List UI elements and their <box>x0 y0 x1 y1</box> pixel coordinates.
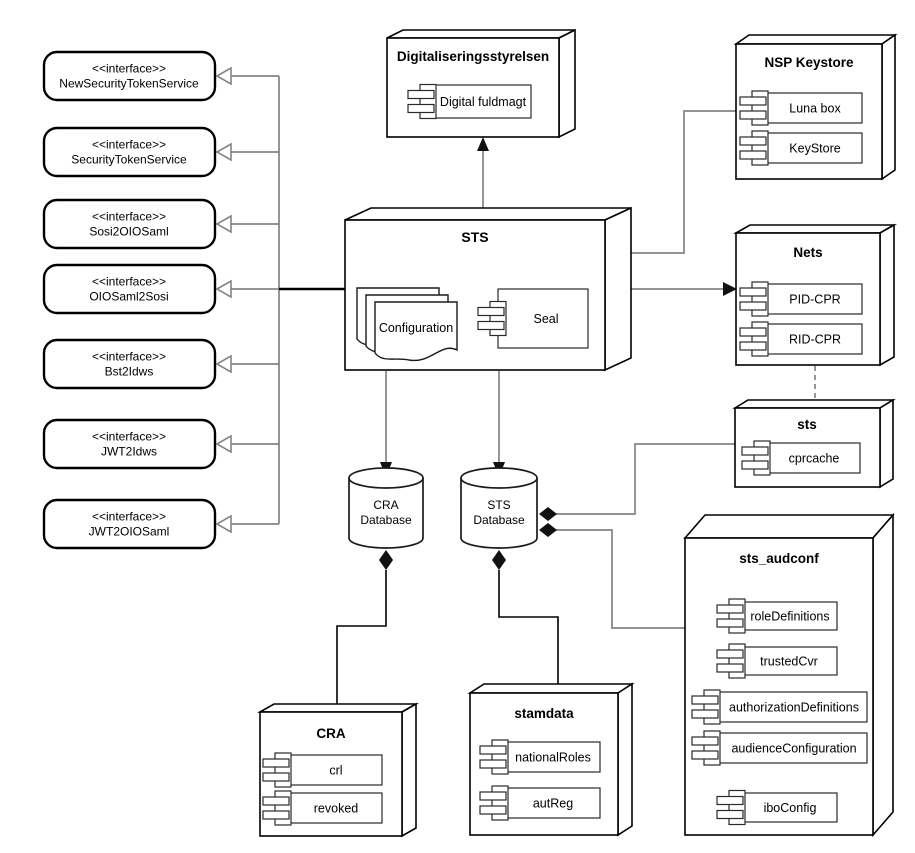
component-label: Luna box <box>789 101 841 116</box>
component-nationalroles <box>480 740 600 774</box>
component-audienceconfiguration <box>692 731 867 765</box>
interface-box-oiosaml2sosi <box>44 265 215 313</box>
component-label: RID-CPR <box>788 332 842 347</box>
component-pid-cpr <box>740 282 862 316</box>
interface-box-securitytokenservice <box>44 128 215 176</box>
database-label: Database <box>360 513 412 527</box>
component-luna-box <box>740 91 862 125</box>
cylinder-top <box>461 468 537 488</box>
realization-arrow-icon <box>217 68 231 84</box>
composition-diamond-icon <box>379 550 393 570</box>
composition-diamond-icon <box>539 523 557 537</box>
component-digital-fuldmagt <box>408 85 531 119</box>
realization-arrow-icon <box>217 356 231 372</box>
component-trustedcvr <box>717 644 837 678</box>
interface-stereotype: <<interface>> <box>91 274 167 289</box>
component-label: KeyStore <box>789 141 841 156</box>
component-label: iboConfig <box>763 801 817 815</box>
interface-stereotype: <<interface>> <box>91 209 167 224</box>
sts-to-nsp-keystore-line <box>631 111 736 253</box>
realization-arrow-icon <box>217 436 231 452</box>
interface-box-sosi2oiosaml <box>44 200 215 248</box>
interface-stereotype: <<interface>> <box>91 349 167 364</box>
node-sts-audconf <box>685 515 893 835</box>
component-authorizationdefinitions <box>692 690 867 724</box>
component-label: Seal <box>533 312 559 326</box>
component-label: authorizationDefinitions <box>729 700 859 715</box>
interface-name: JWT2OIOSaml <box>88 524 170 539</box>
component-label: nationalRoles <box>515 750 591 765</box>
interface-boxes <box>44 52 215 548</box>
realization-arrow-icon <box>217 281 231 297</box>
database-cra <box>349 468 423 548</box>
node-cra <box>260 704 416 836</box>
node-title: stamdata <box>514 706 574 721</box>
component-crl <box>263 753 382 787</box>
node-title: sts_audconf <box>739 551 819 566</box>
node-title: NSP Keystore <box>764 55 854 70</box>
composition-diamond-icon <box>539 507 557 521</box>
node-title: Digitaliseringsstyrelsen <box>396 49 550 64</box>
node-stamdata <box>470 684 632 835</box>
component-label: autReg <box>532 796 574 811</box>
sts-database-to-sts-audconf-line <box>556 530 685 628</box>
realization-arrow-icon <box>217 144 231 160</box>
realization-arrow-icon <box>217 516 231 532</box>
database-sts <box>461 468 537 548</box>
artifact-label: Configuration <box>378 321 454 335</box>
right-arrow-icon <box>723 282 737 296</box>
component-rid-cpr <box>740 322 862 356</box>
component-label: crl <box>329 763 343 778</box>
component-revoked <box>263 791 382 825</box>
component-label: roleDefinitions <box>750 609 830 624</box>
cra-database-to-cra-line <box>337 570 386 704</box>
cylinder-top <box>349 468 423 488</box>
interface-name: Bst2Idws <box>104 364 154 379</box>
artifact-configuration <box>357 288 457 360</box>
node-title: Nets <box>793 245 823 260</box>
interface-name: Sosi2OIOSaml <box>89 224 169 239</box>
component-cprcache <box>742 441 860 475</box>
component-label: trustedCvr <box>760 654 818 669</box>
database-label: STS <box>487 498 511 512</box>
component-iboconfig <box>717 791 837 825</box>
component-label: Digital fuldmagt <box>439 95 527 109</box>
composition-diamond-icon <box>492 550 506 570</box>
node-title: CRA <box>316 726 346 741</box>
node-digitaliseringsstyrelsen <box>387 30 575 137</box>
component-autreg <box>480 786 600 820</box>
node-title: STS <box>461 229 489 245</box>
interface-name: NewSecurityTokenService <box>59 76 199 91</box>
interface-box-bst2idws <box>44 340 215 388</box>
component-label: cprcache <box>788 451 840 466</box>
database-label: Database <box>473 513 525 527</box>
interface-box-jwt2oiosaml <box>44 500 215 548</box>
realization-arrow-icon <box>217 216 231 232</box>
component-roledefinitions <box>717 599 837 633</box>
sts-database-to-stamdata-line <box>499 570 558 684</box>
component-keystore <box>740 131 862 165</box>
sts-database-to-sts-cache-line <box>556 444 735 514</box>
interface-name: JWT2Idws <box>100 444 158 459</box>
component-label: audienceConfiguration <box>731 741 857 756</box>
interface-box-jwt2idws <box>44 420 215 468</box>
up-arrow-icon <box>477 137 489 151</box>
component-label: PID-CPR <box>789 292 841 307</box>
node-nsp-keystore <box>736 35 895 179</box>
interface-stereotype: <<interface>> <box>91 137 167 152</box>
database-label: CRA <box>373 498 399 512</box>
node-nets <box>736 225 894 365</box>
interface-name: SecurityTokenService <box>71 152 187 167</box>
interface-stereotype: <<interface>> <box>91 509 167 524</box>
component-label: revoked <box>313 801 359 816</box>
interface-stereotype: <<interface>> <box>91 429 167 444</box>
node-sts <box>345 208 631 370</box>
node-title: sts <box>797 417 817 432</box>
interface-stereotype: <<interface>> <box>91 61 167 76</box>
node-sts-cache <box>735 400 893 487</box>
interface-name: OIOSaml2Sosi <box>89 289 169 304</box>
interface-box-newsecuritytokenservice <box>44 52 215 100</box>
